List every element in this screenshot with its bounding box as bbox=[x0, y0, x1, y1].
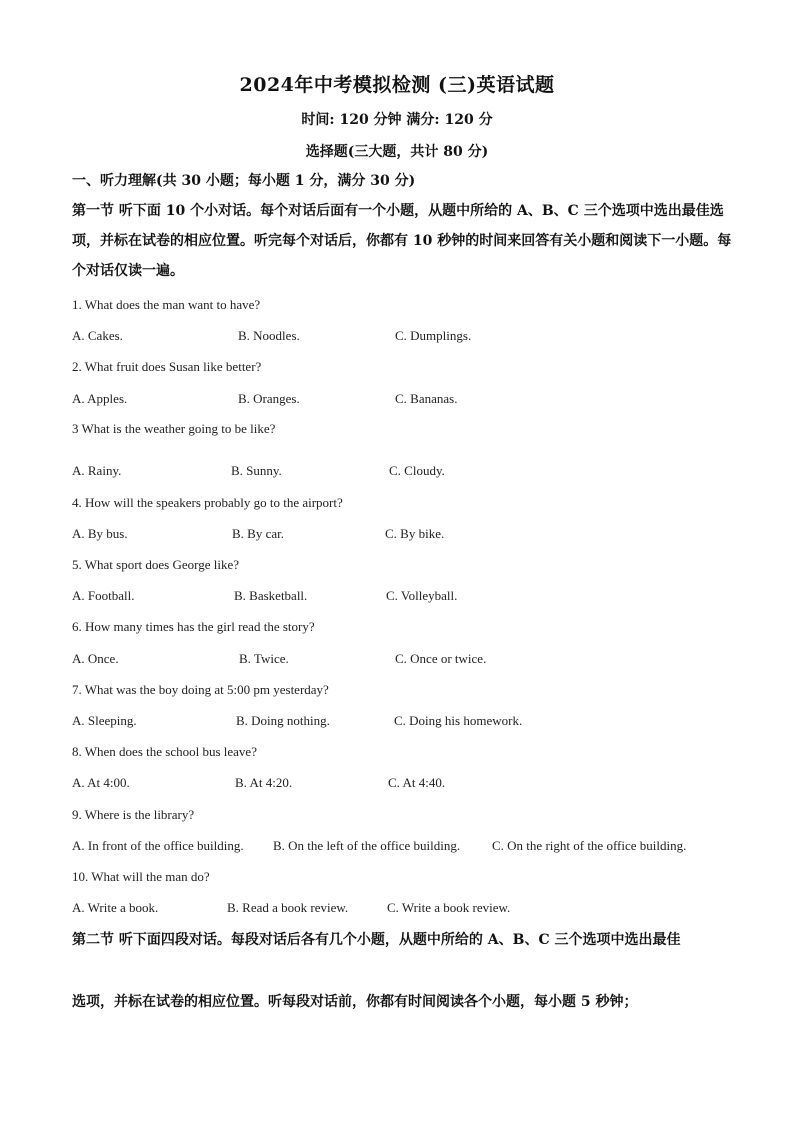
option-a: A. Apples. bbox=[72, 391, 128, 406]
option-a: A. Rainy. bbox=[72, 463, 122, 478]
option-b: B. On the left of the office building. bbox=[273, 838, 461, 853]
option-c: C. Dumplings. bbox=[395, 328, 472, 343]
page-title: 2024年中考模拟检测 (三)英语试题 bbox=[239, 74, 555, 96]
question-stem: 1. What does the man want to have? bbox=[72, 297, 261, 312]
option-c: C. Once or twice. bbox=[395, 651, 487, 666]
option-c: C. Bananas. bbox=[395, 391, 458, 406]
question-stem: 7. What was the boy doing at 5:00 pm yesterday? bbox=[72, 682, 329, 697]
option-c: C. Volleyball. bbox=[386, 588, 458, 603]
option-b: B. Doing nothing. bbox=[236, 713, 330, 728]
option-a: A. Once. bbox=[72, 651, 119, 666]
option-b: B. Sunny. bbox=[231, 463, 282, 478]
question-stem: 10. What will the man do? bbox=[72, 869, 210, 884]
option-b: B. Noodles. bbox=[238, 328, 300, 343]
option-b: B. Basketball. bbox=[234, 588, 308, 603]
option-a: A. Football. bbox=[72, 588, 135, 603]
section1-instruction: 第一节 听下面 10 个小对话。每个对话后面有一个小题，从题中所给的 A、B、C 三个选项中选出最佳选项，并标在试卷的相应位置。听完每个对话后，你都有 10 秒钟的时间来回答有关小题和阅读下一小题。每个对话仅读一遍。 bbox=[72, 203, 732, 279]
option-b: B. Twice. bbox=[239, 651, 289, 666]
option-a: A. Write a book. bbox=[72, 900, 159, 915]
part1-heading: 一、听力理解(共 30 小题；每小题 1 分，满分 30 分) bbox=[72, 173, 416, 189]
option-a: A. In front of the office building. bbox=[72, 838, 244, 853]
question-stem: 4. How will the speakers probably go to the airport? bbox=[72, 495, 343, 510]
option-c: C. On the right of the office building. bbox=[492, 838, 687, 853]
time-score-line: 时间: 120 分钟 满分: 120 分 bbox=[301, 112, 493, 128]
option-a: A. Sleeping. bbox=[72, 713, 137, 728]
option-c: C. Write a book review. bbox=[387, 900, 511, 915]
question-stem: 5. What sport does George like? bbox=[72, 557, 240, 572]
option-c: C. At 4:40. bbox=[388, 775, 446, 790]
option-a: A. At 4:00. bbox=[72, 775, 130, 790]
question-stem: 2. What fruit does Susan like better? bbox=[72, 359, 262, 374]
option-c: C. Cloudy. bbox=[389, 463, 445, 478]
question-stem: 8. When does the school bus leave? bbox=[72, 744, 257, 759]
option-b: B. By car. bbox=[232, 526, 284, 541]
option-c: C. By bike. bbox=[385, 526, 445, 541]
section2-instruction-line2: 选项，并标在试卷的相应位置。听每段对话前，你都有时间阅读各个小题，每小题 5 秒钟； bbox=[72, 994, 638, 1010]
option-b: B. Read a book review. bbox=[227, 900, 349, 915]
question-stem: 3 What is the weather going to be like? bbox=[72, 421, 276, 436]
section2-instruction-line1: 第二节 听下面四段对话。每段对话后各有几个小题，从题中所给的 A、B、C 三个选项中选出最佳 bbox=[72, 932, 681, 948]
question-stem: 6. How many times has the girl read the story? bbox=[72, 619, 315, 634]
option-b: B. Oranges. bbox=[238, 391, 300, 406]
option-a: A. Cakes. bbox=[72, 328, 123, 343]
option-b: B. At 4:20. bbox=[235, 775, 293, 790]
option-a: A. By bus. bbox=[72, 526, 128, 541]
question-stem: 9. Where is the library? bbox=[72, 807, 195, 822]
option-c: C. Doing his homework. bbox=[394, 713, 523, 728]
choice-section-heading: 选择题(三大题，共计 80 分) bbox=[305, 144, 489, 160]
